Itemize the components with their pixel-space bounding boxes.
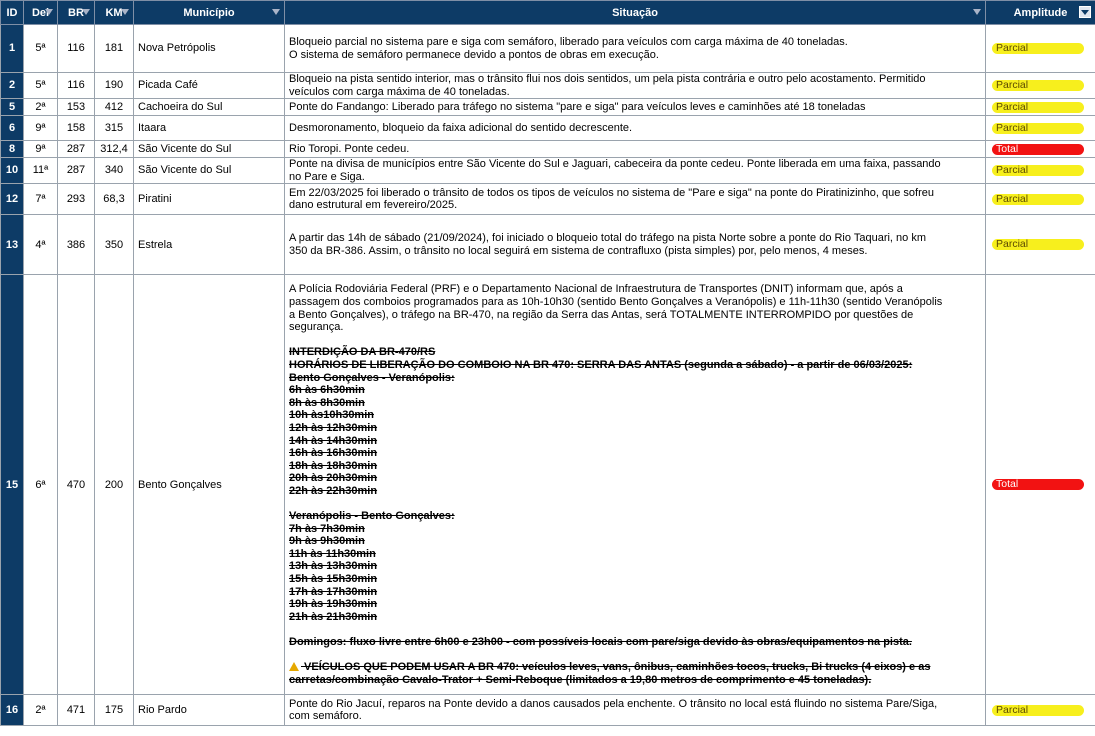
municipio-cell: Estrela bbox=[134, 215, 285, 275]
situacao-cell bbox=[285, 73, 986, 99]
situacao-line: passagem dos comboios programados para as 10h-10h30 (sentido Bento Gonçalves a Veranópolis) e 11h-11h30 (sentido Veranópolis bbox=[289, 295, 943, 308]
chevron-down-icon[interactable] bbox=[973, 9, 981, 15]
header-km[interactable] bbox=[95, 1, 134, 25]
status-badge: Total bbox=[992, 479, 1084, 490]
del-cell: 11ª bbox=[24, 158, 58, 184]
amplitude-cell bbox=[986, 141, 1095, 158]
id-cell: 12 bbox=[1, 184, 24, 215]
br-cell: 293 bbox=[58, 184, 95, 215]
id-cell: 2 bbox=[1, 73, 24, 99]
situacao-cell bbox=[285, 275, 986, 695]
amplitude-cell bbox=[986, 184, 1095, 215]
del-cell: 5ª bbox=[24, 25, 58, 73]
situacao-cell bbox=[285, 695, 986, 726]
br-cell: 116 bbox=[58, 25, 95, 73]
header-id[interactable] bbox=[1, 1, 24, 25]
header-br[interactable] bbox=[58, 1, 95, 25]
amplitude-cell bbox=[986, 25, 1095, 73]
situacao-line: dano estrutural em fevereiro/2025. bbox=[289, 199, 458, 212]
status-badge: Parcial bbox=[992, 239, 1084, 250]
del-cell: 7ª bbox=[24, 184, 58, 215]
struck-line: 21h às 21h30min bbox=[289, 610, 378, 623]
municipio-cell: Nova Petrópolis bbox=[134, 25, 285, 73]
del-cell: 5ª bbox=[24, 73, 58, 99]
blank-line bbox=[289, 623, 981, 636]
struck-line: 13h às 13h30min bbox=[289, 560, 378, 573]
municipio-cell: São Vicente do Sul bbox=[134, 141, 285, 158]
km-cell: 315 bbox=[95, 116, 134, 141]
status-badge: Parcial bbox=[992, 705, 1084, 716]
status-badge: Parcial bbox=[992, 80, 1084, 91]
table-row[interactable] bbox=[1, 184, 1095, 215]
id-cell: 13 bbox=[1, 215, 24, 275]
situacao-line: a Bento Gonçalves), o tráfego na BR-470, na região da Serra das Antas, será TOTALMENTE INTERROMPIDO por questões de bbox=[289, 308, 914, 321]
km-cell: 175 bbox=[95, 695, 134, 726]
struck-line: 15h às 15h30min bbox=[289, 573, 378, 586]
del-cell: 2ª bbox=[24, 99, 58, 116]
situacao-cell bbox=[285, 141, 986, 158]
br-cell: 386 bbox=[58, 215, 95, 275]
status-badge: Total bbox=[992, 144, 1084, 155]
status-badge: Parcial bbox=[992, 165, 1084, 176]
situacao-cell bbox=[285, 116, 986, 141]
status-badge: Parcial bbox=[992, 102, 1084, 113]
situacao-line: segurança. bbox=[289, 321, 344, 334]
table-row[interactable] bbox=[1, 99, 1095, 116]
struck-line: 8h às 8h30min bbox=[289, 396, 365, 409]
table-row[interactable] bbox=[1, 275, 1095, 695]
situacao-line: Ponte na divisa de municípios entre São Vicente do Sul e Jaguari, cabeceira da ponte cedeu. Ponte liberada em uma faixa, passando bbox=[289, 158, 941, 171]
km-cell: 340 bbox=[95, 158, 134, 184]
id-cell: 15 bbox=[1, 275, 24, 695]
km-cell: 200 bbox=[95, 275, 134, 695]
br-cell: 470 bbox=[58, 275, 95, 695]
struck-line: 12h às 12h30min bbox=[289, 421, 378, 434]
br-cell: 287 bbox=[58, 158, 95, 184]
header-km-label: KM bbox=[105, 6, 123, 19]
struck-line: 6h às 6h30min bbox=[289, 384, 365, 397]
header-amplitude-label: Amplitude bbox=[1013, 6, 1068, 19]
id-cell: 16 bbox=[1, 695, 24, 726]
struck-line: 16h às 16h30min bbox=[289, 447, 378, 460]
municipio-cell: Bento Gonçalves bbox=[134, 275, 285, 695]
amplitude-cell bbox=[986, 215, 1095, 275]
struck-line: Domingos: fluxo livre entre 6h00 e 23h00 - com possíveis locais com pare/siga devido às obras/equipamentos na pista. bbox=[289, 636, 912, 648]
header-row bbox=[1, 1, 1095, 25]
struck-line: 14h às 14h30min bbox=[289, 434, 378, 447]
municipio-cell: Piratini bbox=[134, 184, 285, 215]
struck-line: 17h às 17h30min bbox=[289, 585, 378, 598]
amplitude-cell bbox=[986, 116, 1095, 141]
struck-line: INTERDIÇÃO DA BR-470/RS bbox=[289, 346, 436, 359]
municipio-cell: Itaara bbox=[134, 116, 285, 141]
header-id-label: ID bbox=[6, 6, 18, 19]
amplitude-cell bbox=[986, 275, 1095, 695]
header-situacao[interactable] bbox=[285, 1, 986, 25]
table-row[interactable] bbox=[1, 158, 1095, 184]
del-cell: 2ª bbox=[24, 695, 58, 726]
del-cell: 6ª bbox=[24, 275, 58, 695]
chevron-down-icon[interactable] bbox=[121, 9, 129, 15]
km-cell: 181 bbox=[95, 25, 134, 73]
situacao-line: O sistema de semáforo permanece devido a pontos de obras em execução. bbox=[289, 48, 659, 61]
header-municipio-label: Município bbox=[183, 6, 235, 19]
warning-line bbox=[289, 661, 981, 674]
id-cell: 8 bbox=[1, 141, 24, 158]
situacao-line: Em 22/03/2025 foi liberado o trânsito de todos os tipos de veículos no sistema de "Pare e siga" na ponte do Piratinizinho, que sofreu bbox=[289, 186, 934, 199]
situacao-line: Ponte do Rio Jacuí, reparos na Ponte devido a danos causados pela enchente. O trânsito no local está fluindo no sistema Pare/Siga, bbox=[289, 697, 938, 710]
km-cell: 68,3 bbox=[95, 184, 134, 215]
struck-line: Bento Gonçalves - Veranópolis: bbox=[289, 371, 455, 384]
situacao-line: A partir das 14h de sábado (21/09/2024), foi iniciado o bloqueio total do tráfego na pista Norte sobre a ponte do Rio Taquari, no km bbox=[289, 232, 926, 245]
amplitude-cell bbox=[986, 695, 1095, 726]
situacao-line: 350 da BR-386. Assim, o trânsito no local seguirá em sistema de contrafluxo (pista simples) por, pelo menos, 4 meses. bbox=[289, 244, 868, 257]
situacao-line: Bloqueio na pista sentido interior, mas o trânsito flui nos dois sentidos, um pela pista contrária e outro pelo acostamento. Permitido bbox=[289, 73, 926, 85]
header-br-label: BR bbox=[68, 6, 84, 19]
situacao-cell bbox=[285, 25, 986, 73]
amplitude-cell bbox=[986, 158, 1095, 184]
km-cell: 190 bbox=[95, 73, 134, 99]
br-cell: 153 bbox=[58, 99, 95, 116]
km-cell: 312,4 bbox=[95, 141, 134, 158]
table-row[interactable] bbox=[1, 695, 1095, 726]
municipio-cell: Cachoeira do Sul bbox=[134, 99, 285, 116]
situacao-line: A Polícia Rodoviária Federal (PRF) e o Departamento Nacional de Infraestrutura de Transportes (DNIT) informam que, após a bbox=[289, 283, 903, 296]
situacao-cell bbox=[285, 158, 986, 184]
situacao-line: Desmoronamento, bloqueio da faixa adicional do sentido decrescente. bbox=[289, 121, 633, 134]
struck-line: HORÁRIOS DE LIBERAÇÃO DO COMBOIO NA BR 470: SERRA DAS ANTAS (segunda a sábado) - a partir de 06/03/2025: bbox=[289, 358, 913, 371]
status-badge: Parcial bbox=[992, 194, 1084, 205]
municipio-cell: Picada Café bbox=[134, 73, 285, 99]
table-row[interactable] bbox=[1, 141, 1095, 158]
situacao-line: veículos com carga máxima de 40 toneladas. bbox=[289, 85, 510, 98]
blank-line bbox=[289, 497, 981, 510]
struck-line: 19h às 19h30min bbox=[289, 598, 378, 611]
struck-line: 7h às 7h30min bbox=[289, 522, 365, 535]
header-del[interactable] bbox=[24, 1, 58, 25]
br-cell: 158 bbox=[58, 116, 95, 141]
warning-line bbox=[289, 674, 981, 687]
id-cell: 1 bbox=[1, 25, 24, 73]
struck-line: Veranópolis - Bento Gonçalves: bbox=[289, 510, 455, 523]
situacao-line: no Pare e Siga. bbox=[289, 170, 365, 183]
table-row[interactable] bbox=[1, 73, 1095, 99]
municipio-cell: São Vicente do Sul bbox=[134, 158, 285, 184]
chevron-down-icon[interactable] bbox=[82, 9, 90, 15]
blank-line bbox=[289, 334, 981, 347]
id-cell: 5 bbox=[1, 99, 24, 116]
situacao-line: Bloqueio parcial no sistema pare e siga com semáforo, liberado para veículos com carga máxima de 40 toneladas. bbox=[289, 35, 848, 48]
br-cell: 471 bbox=[58, 695, 95, 726]
status-badge: Parcial bbox=[992, 43, 1084, 54]
chevron-down-icon[interactable] bbox=[45, 9, 53, 15]
header-del-label: Del bbox=[31, 6, 50, 19]
situacao-line: com semáforo. bbox=[289, 710, 362, 723]
id-cell: 10 bbox=[1, 158, 24, 184]
warning-text: carretas/combinação Cavalo-Trator + Semi-Reboque (limitados a 19,80 metros de comprimento e 45 toneladas). bbox=[289, 673, 872, 686]
br-cell: 287 bbox=[58, 141, 95, 158]
situacao-cell bbox=[285, 99, 986, 116]
municipio-cell: Rio Pardo bbox=[134, 695, 285, 726]
struck-line: 10h às10h30min bbox=[289, 409, 374, 422]
del-cell: 9ª bbox=[24, 141, 58, 158]
struck-line: 11h às 11h30min bbox=[289, 547, 376, 560]
table-row[interactable] bbox=[1, 116, 1095, 141]
struck-line: 9h às 9h30min bbox=[289, 535, 365, 548]
situacao-cell bbox=[285, 215, 986, 275]
warning-icon bbox=[289, 662, 299, 671]
amplitude-cell bbox=[986, 99, 1095, 116]
id-cell: 6 bbox=[1, 116, 24, 141]
header-amplitude[interactable] bbox=[986, 1, 1095, 25]
struck-line: 20h às 20h30min bbox=[289, 472, 378, 485]
warning-text: VEÍCULOS QUE PODEM USAR A BR 470: veículos leves, vans, ônibus, caminhões tocos, trucks, Bi trucks (4 eixos) e as bbox=[301, 661, 931, 674]
blank-line bbox=[289, 649, 981, 662]
situacao-cell bbox=[285, 184, 986, 215]
table-row[interactable] bbox=[1, 25, 1095, 73]
km-cell: 412 bbox=[95, 99, 134, 116]
struck-line: 18h às 18h30min bbox=[289, 459, 378, 472]
chevron-down-icon[interactable] bbox=[272, 9, 280, 15]
del-cell: 4ª bbox=[24, 215, 58, 275]
header-situacao-label: Situação bbox=[612, 6, 658, 19]
situacao-line: Ponte do Fandango: Liberado para tráfego no sistema "pare e siga" para veículos leves e caminhões até 18 toneladas bbox=[289, 100, 866, 113]
amplitude-cell bbox=[986, 73, 1095, 99]
br-cell: 116 bbox=[58, 73, 95, 99]
struck-line: 22h às 22h30min bbox=[289, 484, 378, 497]
del-cell: 9ª bbox=[24, 116, 58, 141]
header-municipio[interactable] bbox=[134, 1, 285, 25]
km-cell: 350 bbox=[95, 215, 134, 275]
situacao-line: Rio Toropi. Ponte cedeu. bbox=[289, 142, 410, 155]
table-row[interactable] bbox=[1, 215, 1095, 275]
filter-icon[interactable] bbox=[1079, 6, 1091, 18]
status-badge: Parcial bbox=[992, 123, 1084, 134]
